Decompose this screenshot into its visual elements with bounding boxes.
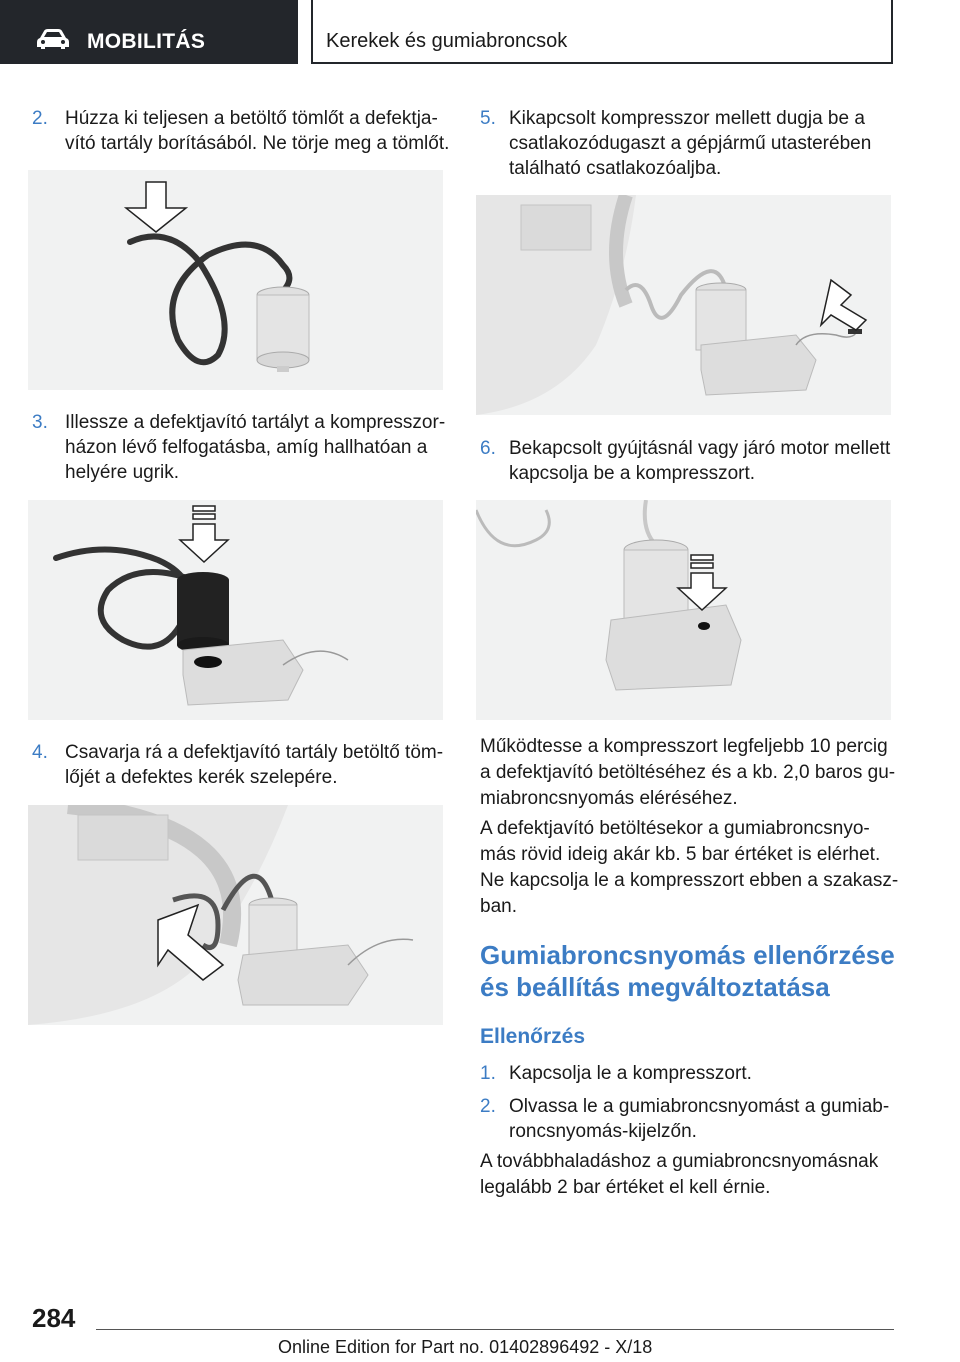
figure-hose-extended <box>28 170 443 390</box>
step-number: 4. <box>32 742 48 763</box>
para-line: Ne kapcsolja le a kompresszort ebben a szakasz- <box>480 870 899 891</box>
heading-line: és beállítás megváltoztatása <box>480 972 830 1002</box>
step-text-line: csatlakozódugaszt a gépjármű utasterében <box>509 133 872 154</box>
step-number: 2. <box>480 1096 496 1117</box>
step-number: 2. <box>32 108 48 129</box>
step-text-line: Bekapcsolt gyújtásnál vagy járó motor mellett <box>509 438 891 459</box>
footer-edition: Online Edition for Part no. 01402896492 - X/18 <box>278 1337 653 1357</box>
step-number: 5. <box>480 108 496 129</box>
figure-plug-connection <box>476 195 891 415</box>
step-text-line: Kikapcsolt kompresszor mellett dugja be a <box>509 108 865 129</box>
para-line: Működtesse a kompresszort legfeljebb 10 percig <box>480 736 888 757</box>
section-tab <box>0 0 298 64</box>
para-line: a defektjavító betöltéséhez és a kb. 2,0 baros gu- <box>480 762 896 783</box>
step-text-line: vító tartály borításából. Ne törje meg a tömlőt. <box>65 133 450 154</box>
step-text-line: Illessze a defektjavító tartályt a kompresszor- <box>65 412 446 433</box>
para-line: miabroncsnyomás eléréséhez. <box>480 788 738 809</box>
step-number: 3. <box>32 412 48 433</box>
section-title: MOBILITÁS <box>87 30 206 53</box>
step-text-line: helyére ugrik. <box>65 462 180 483</box>
section-heading <box>480 939 920 1003</box>
para-line: ban. <box>480 896 517 917</box>
para-line: legalább 2 bar értéket el kell érnie. <box>480 1177 771 1198</box>
step-text-line: kapcsolja be a kompresszort. <box>509 463 756 484</box>
step-text-line: Csavarja rá a defektjavító tartály betöltő töm- <box>65 742 444 763</box>
figure-compressor-switch <box>476 500 891 720</box>
heading-line: Gumiabroncsnyomás ellenőrzése <box>480 940 895 970</box>
page-number: 284 <box>32 1303 76 1333</box>
paragraph-pressure-note <box>480 816 900 920</box>
paragraph-run-compressor <box>480 734 900 812</box>
header-divider <box>311 0 313 64</box>
subsection-heading: Ellenőrzés <box>480 1025 586 1048</box>
step-text-line: lőjét a defektes kerék szelepére. <box>65 767 338 788</box>
step-text-line: található csatlakozóaljba. <box>509 158 722 179</box>
step-number: 1. <box>480 1063 496 1084</box>
chapter-title: Kerekek és gumiabroncsok <box>326 30 568 52</box>
step-text-line: Húzza ki teljesen a betöltő tömlőt a defektja- <box>65 108 438 129</box>
figure-valve-connection <box>28 805 443 1025</box>
figure-attach-container <box>28 500 443 720</box>
step-text-line: házon lévő felfogatásba, amíg hallhatóan a <box>65 437 428 458</box>
footer-divider <box>96 1329 894 1330</box>
step-number: 6. <box>480 438 496 459</box>
step-text-line: Kapcsolja le a kompresszort. <box>509 1063 752 1084</box>
para-line: A továbbhaladáshoz a gumiabroncsnyomásnak <box>480 1151 879 1172</box>
paragraph-min-pressure <box>480 1149 900 1201</box>
para-line: más rövid ideig akár kb. 5 bar értéket is elérhet. <box>480 844 881 865</box>
step-text-line: Olvassa le a gumiabroncsnyomást a gumiab- <box>509 1096 890 1117</box>
step-text-line: roncsnyomás-kijelzőn. <box>509 1121 697 1142</box>
car-icon <box>36 28 70 50</box>
para-line: A defektjavító betöltésekor a gumiabroncsnyo- <box>480 818 870 839</box>
